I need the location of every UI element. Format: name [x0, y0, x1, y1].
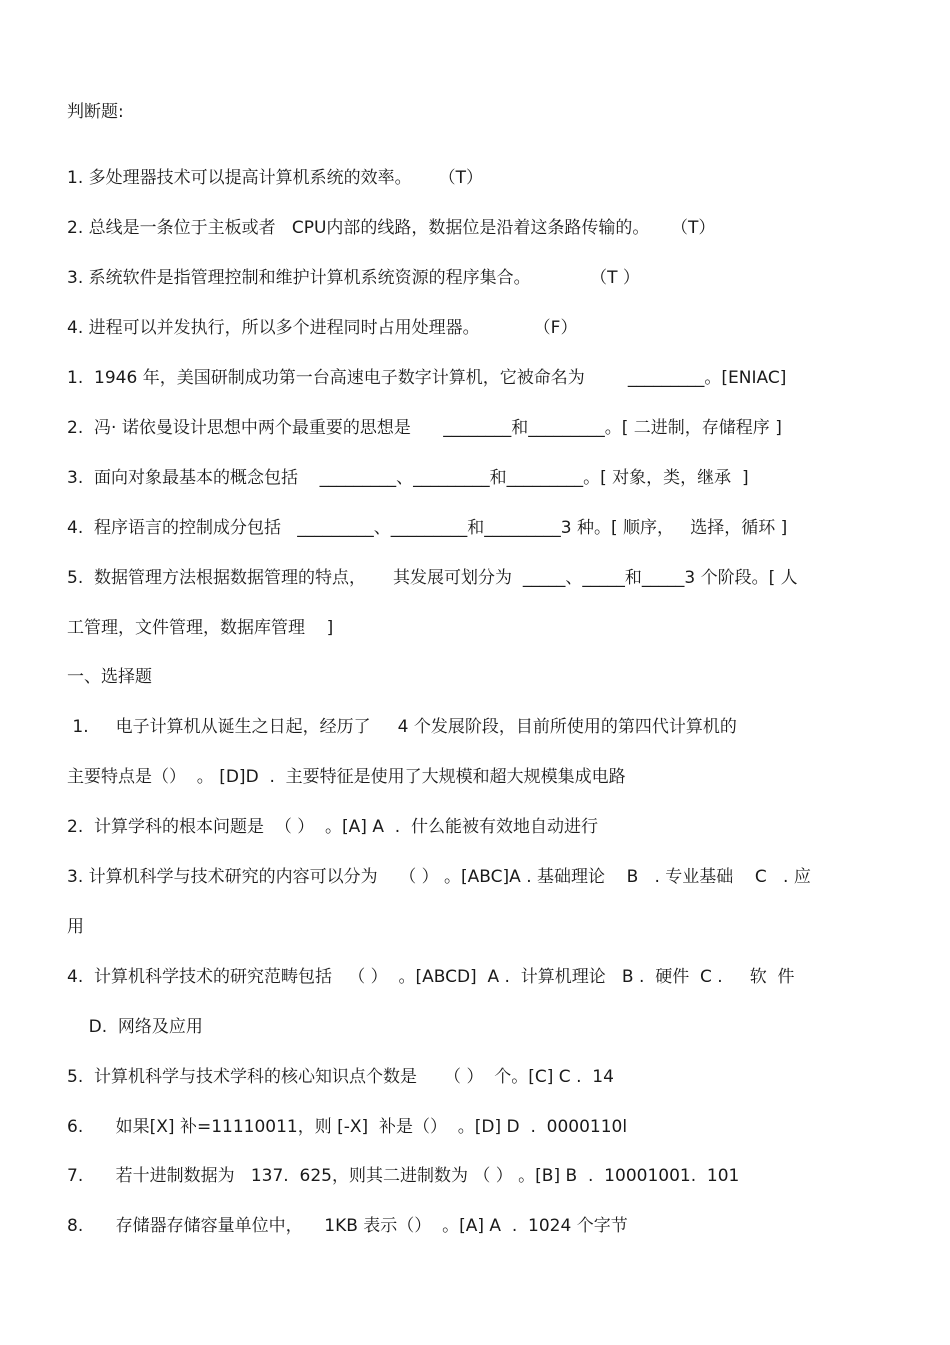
text-line: D. 网络及应用 — [67, 1017, 203, 1037]
text-line: 3. 面向对象最基本的概念包括 _________、_________和_________。[ 对象，类，继承 ] — [67, 468, 749, 488]
text-line: 2. 计算学科的根本问题是 （ ） 。[A] A . 什么能被有效地自动进行 — [67, 817, 598, 837]
text-line: 2. 总线是一条位于主板或者 CPU内部的线路，数据位是沿着这条路传输的。 （T） — [67, 218, 716, 238]
text-line: 1. 多处理器技术可以提高计算机系统的效率。 （T） — [67, 168, 484, 188]
text-line: 3. 系统软件是指管理控制和维护计算机系统资源的程序集合。 （T ） — [67, 268, 640, 288]
text-line: 6. 如果[X] 补=11110011，则 [-X] 补是（） 。[D] D . 0000110l — [67, 1117, 628, 1137]
text-line: 4. 计算机科学技术的研究范畴包括 （ ） 。[ABCD] A . 计算机理论 B . 硬件 C . 软 件 — [67, 967, 795, 987]
text-line: 8. 存储器存储容量单位中， 1KB 表示（） 。[A] A . 1024 个字节 — [67, 1216, 628, 1236]
text-line: 工管理，文件管理，数据库管理 ] — [67, 618, 334, 638]
section-heading-multiple-choice: 一、选择题 — [67, 667, 152, 687]
text-line: 5. 数据管理方法根据数据管理的特点， 其发展可划分为 _____、_____和_____3 个阶段。[ 人 — [67, 568, 798, 588]
text-line: 2. 冯· 诺依曼设计思想中两个最重要的思想是 ________和_________。[ 二进制，存储程序 ] — [67, 418, 782, 438]
text-line: 3. 计算机科学与技术研究的内容可以分为 （ ） 。[ABC]A . 基础理论 B . 专业基础 C . 应 — [67, 867, 811, 887]
text-line: 4. 进程可以并发执行，所以多个进程同时占用处理器。 （F） — [67, 318, 578, 338]
text-line: 1. 电子计算机从诞生之日起，经历了 4 个发展阶段，目前所使用的第四代计算机的 — [67, 717, 737, 737]
text-line: 5. 计算机科学与技术学科的核心知识点个数是 （ ） 个。[C] C . 14 — [67, 1067, 614, 1087]
text-line: 4. 程序语言的控制成分包括 _________、_________和_________3 种。[ 顺序， 选择，循环 ] — [67, 518, 788, 538]
text-line: 主要特点是（） 。 [D]D . 主要特征是使用了大规模和超大规模集成电路 — [67, 767, 626, 787]
text-line: 1. 1946 年，美国研制成功第一台高速电子数字计算机，它被命名为 _________。[ENIAC] — [67, 368, 787, 388]
text-line: 7. 若十进制数据为 137. 625，则其二进制数为 （ ） 。[B] B . 10001001. 101 — [67, 1166, 740, 1186]
text-line: 用 — [67, 917, 84, 937]
section-heading-true-false: 判断题: — [67, 102, 124, 122]
